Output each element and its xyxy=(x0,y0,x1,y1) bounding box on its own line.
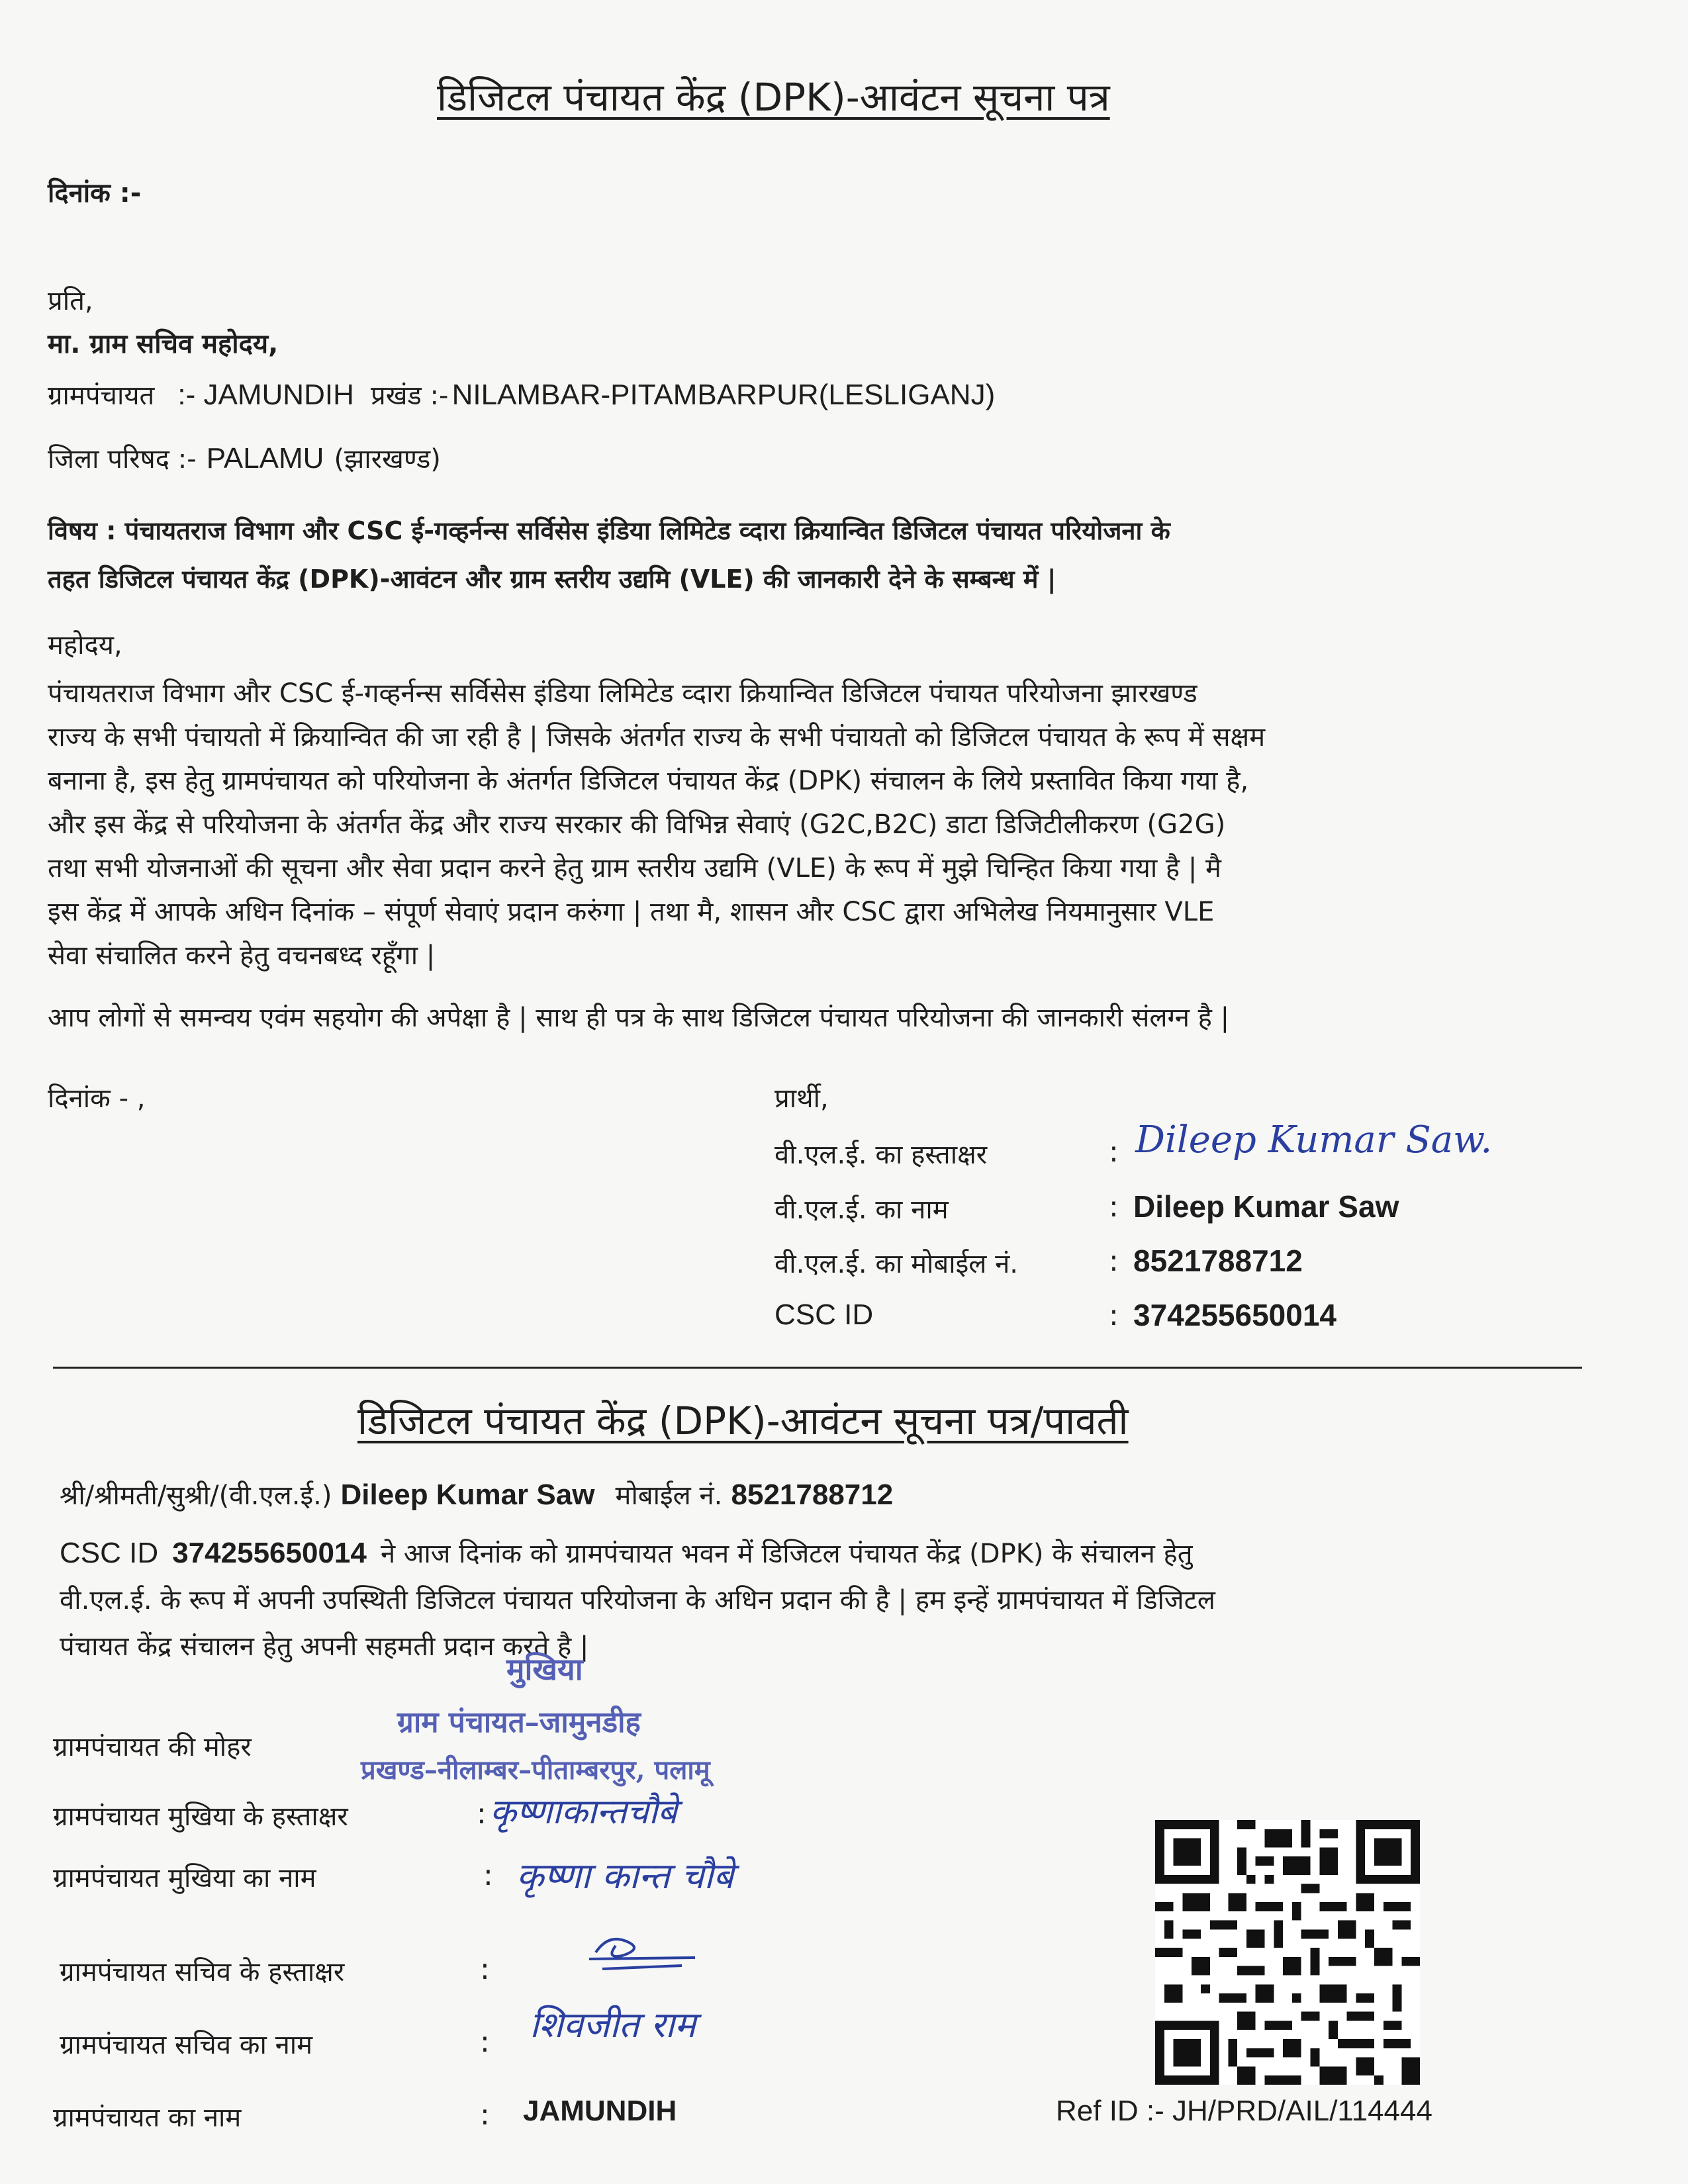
mukhiya-name-label: ग्रामपंचायत मुखिया का नाम xyxy=(53,1863,316,1893)
colon: : xyxy=(1109,1244,1119,1278)
cscid-label: CSC ID xyxy=(774,1298,874,1331)
receipt-line-1 xyxy=(60,1476,893,1512)
vle-signature: Dileep Kumar Saw. xyxy=(1135,1118,1493,1161)
sachiv-signature-icon xyxy=(583,1919,702,1979)
body-line: बनाना है, इस हेतु ग्रामपंचायत को परियोजना के अंतर्गत डिजिटल पंचायत केंद्र (DPK) संचालन के लिये प्रस्तावित किया गया है, xyxy=(48,766,1249,796)
body-line: राज्य के सभी पंचायतो में क्रियान्वित की जा रही है | जिसके अंतर्गत राज्य के सभी पंचायतो को डिजिटल पंचायत के रूप में सक्षम xyxy=(48,722,1266,752)
colon: : xyxy=(480,2025,490,2059)
vle-sig-label: वी.एल.ई. का हस्ताक्षर xyxy=(774,1140,988,1170)
receipt-line-2-text: ने आज दिनांक को ग्रामपंचायत भवन में डिजिटल पंचायत केंद्र (DPK) के संचालन हेतु xyxy=(380,1539,1193,1569)
stamp-line-1: मुखिया xyxy=(506,1651,583,1687)
district-label: जिला परिषद :- xyxy=(48,444,197,475)
gp-name-value: JAMUNDIH xyxy=(523,2095,677,2127)
prati-text: प्रति, xyxy=(48,286,93,316)
date-label: दिनांक :- xyxy=(48,178,142,208)
vle-name-value: Dileep Kumar Saw xyxy=(1133,1189,1399,1224)
stamp-line-2: ग्राम पंचायत–जामुनडीह xyxy=(397,1706,641,1739)
mukhiya-signature: कृष्णाकान्तचौबे xyxy=(490,1792,677,1832)
sachiv-name-value: शिवजीत राम xyxy=(530,2004,696,2046)
body-line: तथा सभी योजनाओं की सूचना और सेवा प्रदान करने हेतु ग्राम स्तरीय उद्यमि (VLE) के रूप में मुझे चिन्हित किया गया है | मै xyxy=(48,853,1221,884)
gp-label: ग्रामपंचायत xyxy=(48,381,155,411)
receipt-mobile-label: मोबाईल नं. xyxy=(615,1480,723,1511)
page-title: डिजिटल पंचायत केंद्र (DPK)-आवंटन सूचना पत्र xyxy=(437,75,1110,120)
block-value: NILAMBAR-PITAMBARPUR(LESLIGANJ) xyxy=(451,379,996,411)
block-label: प्रखंड :- xyxy=(370,381,449,411)
colon: : xyxy=(480,2098,490,2132)
body-line: और इस केंद्र से परियोजना के अंतर्गत केंद्र और राज्य सरकार की विभिन्न सेवाएं (G2C,B2C) डाटा डिजिटीलीकरण (G2G) xyxy=(48,809,1226,840)
receipt-mobile-value: 8521788712 xyxy=(731,1479,894,1511)
mukhiya-name-value: कृष्णा कान्त चौबे xyxy=(516,1855,734,1897)
seal-label: ग्रामपंचायत की मोहर xyxy=(53,1732,252,1762)
receipt-cscid-label: CSC ID xyxy=(60,1537,159,1569)
addressee: मा. ग्राम सचिव महोदय, xyxy=(48,329,279,359)
sig-date-label: दिनांक - , xyxy=(48,1083,146,1114)
qr-code-icon xyxy=(1155,1820,1420,2085)
receipt-title: डिजिटल पंचायत केंद्र (DPK)-आवंटन सूचना पत्र/पावती xyxy=(357,1398,1129,1443)
receipt-line-2 xyxy=(60,1534,1193,1570)
salutation: महोदय, xyxy=(48,630,122,660)
gp-line xyxy=(48,376,995,412)
gp-name-label: ग्रामपंचायत का नाम xyxy=(53,2103,242,2133)
body-paragraph xyxy=(48,672,1590,978)
mukhiya-sig-label: ग्रामपंचायत मुखिया के हस्ताक्षर xyxy=(53,1801,348,1832)
colon: : xyxy=(480,1952,490,1986)
colon: : xyxy=(483,1858,493,1892)
divider xyxy=(53,1367,1582,1369)
sachiv-name-label: ग्रामपंचायत सचिव का नाम xyxy=(60,2030,313,2060)
gp-value: :- JAMUNDIH xyxy=(177,379,354,411)
cscid-value: 374255650014 xyxy=(1133,1298,1336,1332)
colon: : xyxy=(477,1797,487,1831)
closing-line: आप लोगों से समन्वय एवंम सहयोग की अपेक्षा है | साथ ही पत्र के साथ डिजिटल पंचायत परियोजना की जानकारी संलग्न है | xyxy=(48,1003,1230,1033)
vle-mobile-label: वी.एल.ई. का मोबाईल नं. xyxy=(774,1249,1019,1279)
receipt-cscid-value: 374255650014 xyxy=(172,1537,367,1569)
colon: : xyxy=(1109,1298,1119,1332)
state-text: (झारखण्ड) xyxy=(334,444,441,475)
applicant-label: प्रार्थी, xyxy=(774,1083,829,1114)
district-line xyxy=(48,439,441,476)
ref-id: Ref ID :- JH/PRD/AIL/114444 xyxy=(1056,2095,1432,2127)
colon: : xyxy=(1109,1190,1119,1224)
subject-line-1: विषय : पंचायतराज विभाग और CSC ई-गव्हर्नन्स सर्विसेस इंडिया लिमिटेड व्दारा क्रियान्वित डिजिटल पंचायत परियोजना के xyxy=(48,516,1170,545)
receipt-line-3: वी.एल.ई. के रूप में अपनी उपस्थिती डिजिटल पंचायत परियोजना के अधिन प्रदान की है | हम इन्हें ग्रामपंचायत में डिजिटल xyxy=(60,1585,1215,1615)
vle-name-label: वी.एल.ई. का नाम xyxy=(774,1195,949,1225)
subject-line-2: तहत डिजिटल पंचायत केंद्र (DPK)-आवंटन और ग्राम स्तरीय उद्यमि (VLE) की जानकारी देने के सम्बन्ध में | xyxy=(48,565,1056,594)
stamp-line-3: प्रखण्ड–नीलाम्बर–पीताम्बरपुर, पलामू xyxy=(361,1754,710,1786)
vle-mobile-value: 8521788712 xyxy=(1133,1244,1303,1278)
body-line: पंचायतराज विभाग और CSC ई-गव्हर्नन्स सर्विसेस इंडिया लिमिटेड व्दारा क्रियान्वित डिजिटल पंचायत परियोजना झारखण्ड xyxy=(48,678,1197,709)
district-value: PALAMU xyxy=(206,442,324,475)
body-line: सेवा संचालित करने हेतु वचनबध्द रहूँगा | xyxy=(48,940,436,971)
sachiv-sig-label: ग्रामपंचायत सचिव के हस्ताक्षर xyxy=(60,1957,345,1987)
body-line: इस केंद्र में आपके अधिन दिनांक – संपूर्ण सेवाएं प्रदान करुंगा | तथा मै, शासन और CSC द्वारा अभिलेख नियमानुसार VLE xyxy=(48,897,1215,927)
receipt-line-4: पंचायत केंद्र संचालन हेतु अपनी सहमती प्रदान करते है | xyxy=(60,1631,589,1662)
colon: : xyxy=(1109,1135,1119,1169)
receipt-vle-name: Dileep Kumar Saw xyxy=(340,1479,595,1511)
receipt-prefix: श्री/श्रीमती/सुश्री/(वी.एल.ई.) xyxy=(60,1480,332,1511)
